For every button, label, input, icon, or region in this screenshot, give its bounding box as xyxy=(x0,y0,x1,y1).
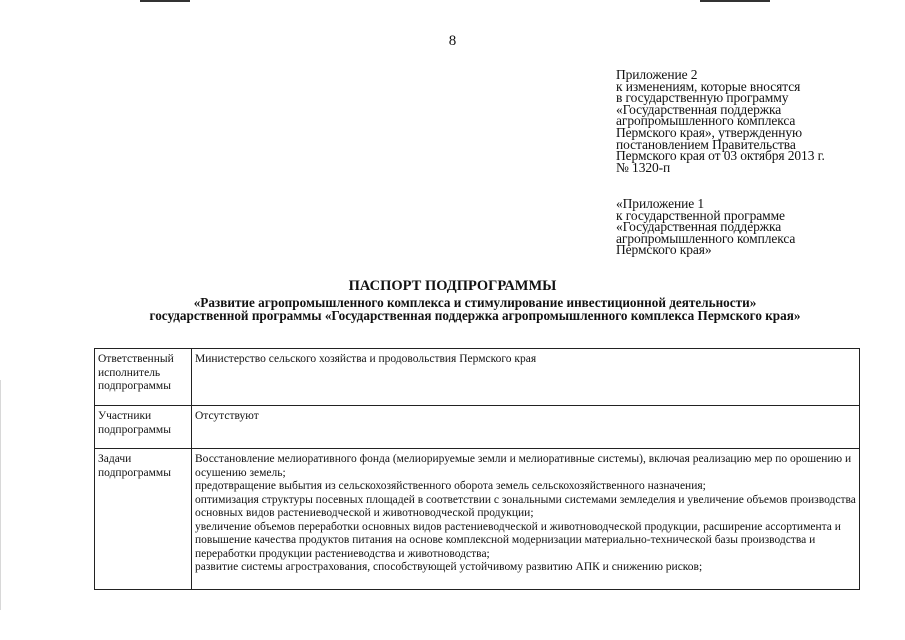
task-item: оптимизация структуры посевных площадей в соответствии с зональными системами земледелия и увеличение объемов производства основных видов растениеводческой и животноводческой продукции; xyxy=(195,493,856,519)
task-item: предотвращение выбытия из сельскохозяйственного оборота земель сельскохозяйственного назначения; xyxy=(195,480,706,492)
appendix-line: постановлением Правительства xyxy=(616,136,796,152)
page-number: 8 xyxy=(448,33,457,49)
document-subtitle xyxy=(60,297,890,322)
table-row xyxy=(95,349,860,406)
passport-table xyxy=(94,348,860,590)
appendix-line: Пермского края» xyxy=(616,242,712,258)
subtitle-line: государственной программы «Государственная поддержка агропромышленного комплекса Пермского края» xyxy=(149,307,801,323)
appendix-line: № 1320-п xyxy=(616,159,671,175)
row-label-participants: Участники подпрограммы xyxy=(95,406,192,449)
row-value-executor: Министерство сельского хозяйства и продовольствия Пермского края xyxy=(192,349,860,406)
appendix-line: агропромышленного комплекса xyxy=(616,230,796,246)
appendix-line: агропромышленного комплекса xyxy=(616,113,796,129)
appendix-program-block xyxy=(616,198,901,256)
table-row xyxy=(95,406,860,449)
appendix-line: в государственную программу xyxy=(616,90,789,106)
document-title: ПАСПОРТ ПОДПРОГРАММЫ xyxy=(348,278,557,294)
appendix-line: Пермского края от 03 октября 2013 г. xyxy=(616,148,825,164)
scan-edge-shadow xyxy=(0,380,1,610)
task-item: Восстановление мелиоративного фонда (мелиорируемые земли и мелиоративные системы), включая реализацию мер по орошению и осушению земель; xyxy=(195,453,852,479)
appendix-line: «Государственная поддержка xyxy=(616,219,782,235)
top-edge-mark xyxy=(140,0,190,2)
row-label-executor: Ответственный исполнитель подпрограммы xyxy=(95,349,192,406)
row-value-tasks xyxy=(192,449,860,590)
table-row xyxy=(95,449,860,590)
task-item: развитие системы агрострахования, способствующей устойчивому развитию АПК и снижению рисков; xyxy=(195,561,703,573)
appendix-line: Приложение 2 xyxy=(616,67,698,82)
appendix-line: «Приложение 1 xyxy=(616,196,705,211)
top-edge-mark xyxy=(700,0,770,2)
appendix-line: «Государственная поддержка xyxy=(616,101,782,117)
appendix-amendment-block xyxy=(616,69,901,173)
appendix-line: к государственной программе xyxy=(616,207,785,223)
row-label-tasks: Задачи подпрограммы xyxy=(95,449,192,590)
task-item: увеличение объемов переработки основных видов растениеводческой и животноводческой продукции, расширение ассортимента и повышение качества продуктов питания на основе комплексной модернизации материально-технической базы производства и переработки продукции растениеводства и животноводства; xyxy=(195,520,841,560)
subtitle-line: «Развитие агропромышленного комплекса и стимулирование инвестиционной деятельности» xyxy=(193,295,757,310)
row-value-participants: Отсутствуют xyxy=(192,406,860,449)
appendix-line: Пермского края», утвержденную xyxy=(616,124,803,140)
appendix-line: к изменениям, которые вносятся xyxy=(616,78,801,94)
